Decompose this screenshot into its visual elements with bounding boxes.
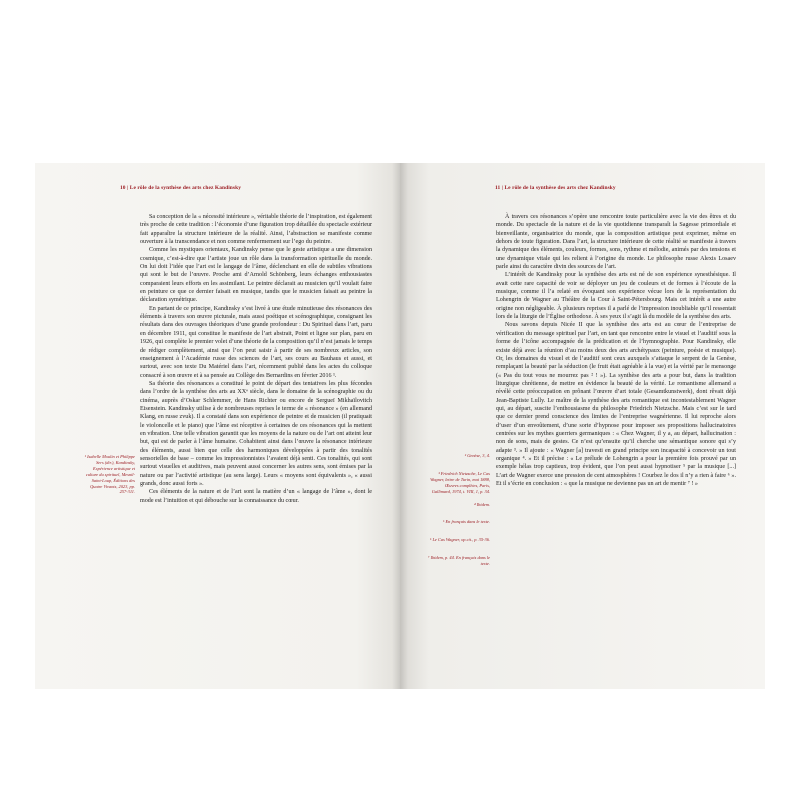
- right-running-head: 11 | Le rôle de la synthèse des arts chez Kandinsky: [495, 185, 616, 191]
- paragraph: L’intérêt de Kandinsky pour la synthèse des arts est né de son expérience synesthésique. Il avait cette rare capacité de voir se déployer un jeu de couleurs et de formes à l’écoute de la musique, comme il l’a relaté en évoquant son expérience vécue lors de la représentation du Lohengrin de Wagner au Théâtre de la Cour à Saint-Pétersbourg. Mais cet intérêt a une autre origine non négligeable. À plusieurs reprises il a parlé de l’impression inoubliable qu’il ressentait lors de la liturgie de l’Église orthodoxe. À ses yeux il s’agit là du modèle de la synthèse des arts.: [496, 272, 736, 321]
- book-gutter: [392, 163, 408, 689]
- right-margin-notes: [428, 453, 490, 574]
- paragraph: Nous savons depuis Nicée II que la synthèse des arts est au cœur de l’entreprise de vérification du message spirituel par l’art, en tant que rencontre entre le visuel et l’auditif sous la forme de l’icône accompagnée de la prédication et de l’hymnographie. Pour Kandinsky, elle existe déjà avec la réunion d’au moins deux des arts archétypaux (peinture, poésie et musique). Or, les domaines du visuel et de l’auditif sont ceux auxquels s’attaque le serpent de la Genèse, remplaçant la beauté par la séduction (le fruit était agréable à la vue) et la vérité par le mensonge (« Pas du tout vous ne mourrez pas ² ! »). La synthèse des arts a pour but, dans la tradition liturgique chrétienne, de mettre en évidence la beauté de la vérité. Le romantisme allemand a révélé cette préoccupation en prônant l’œuvre d’art totale (Gesamtkunstwerk), dont rêvait déjà Jean-Baptiste Lully. Le maître de la synthèse des arts romantique est incontestablement Wagner qui, au départ, suscite l’enthousiasme du philosophe Friedrich Nietzsche. Mais c’est sur le tard que ce dernier prend conscience des limites de l’entreprise wagnérienne. Il lui reproche alors d’user d’un envoûtement, d’une sorte d’hypnose pour imposer ses propositions hallucinatoires centrées sur les mythes guerriers germaniques : « Chez Wagner, il y a, au départ, hallucination : non de sons, mais de gestes. Ce n’est qu’ensuite qu’il cherche une sémantique sonore qui s’y adapte ³. » Il ajoute : « Wagner [a] travesti en grand principe son incapacité à concevoir un tout organique ⁴. » Et il précise : « Le prélude de Lohengrin a pour la première fois prouvé par un exemple hélas trop captieux, trop évident, que l’on peut aussi hypnotiser ⁵ par la musique [...] L’art de Wagner exerce une pression de cent atmosphères ! Courbez le dos il n’y a rien à faire ⁶ ». Et il s’écrie en conclusion : « que la musique ne devienne pas un art de mentir ⁷ ! »: [496, 322, 736, 487]
- paragraph: Comme les mystiques orientaux, Kandinsky pense que le geste artistique a une dimension cosmique, c’est-à-dire que l’artiste joue un rôle dans la transformation spirituelle du monde. On lui doit l’idée que l’art est le langage de l’âme, déclenchant en elle de subtiles vibrations qui sont le but de l’œuvre. Proche ami d’Arnold Schönberg, leurs échanges enthousiastes comparaient leurs efforts en les assimilant. Le peintre déclarait au musicien qu’il voulait faire en peinture ce que ce dernier faisait en musique, tandis que le musicien faisait au peintre la déclaration symétrique.: [140, 247, 372, 304]
- margin-note: ⁷ Ibidem, p. 44. En français dans le texte.: [428, 555, 491, 567]
- margin-note: ¹ Isabelle Moulin et Philippe Sers (dir.), Kandinsky, Expérience artistique et culture du spirituel, Mesnil-Saint-Loup, Éditions des Quatre Vivants, 2023, pp. 257-311.: [84, 454, 135, 495]
- margin-note: ⁶ Le Cas Wagner, op.cit., p. 35-36.: [429, 537, 490, 543]
- right-page: [400, 163, 765, 689]
- right-body-text: [496, 213, 736, 488]
- margin-note: ⁴ Ibidem.: [474, 501, 490, 507]
- paragraph: À travers ces résonances s’opère une rencontre toute particulière avec la vie des êtres et du monde. Du spectacle de la nature et de la vie quotidienne transparaît la Sagesse primordiale et bienveillante, organisatrice du monde, que la composition artistique peut exprimer, même en dehors de toute figuration. Dans l’art, la structure intérieure de cette réalité se manifeste à travers la dynamique des éléments, couleurs, formes, sons, rythme et mélodie, animés par des tensions et une dynamique vitale qui les relient à l’origine du monde. Le philosophe russe Alexis Losaev parle ainsi du caractère divin des sources de l’art.: [496, 214, 736, 271]
- margin-note: ² Genèse, 3, 4.: [464, 453, 490, 458]
- margin-note: ⁵ En français dans le texte.: [442, 519, 490, 525]
- paragraph: En partant de ce principe, Kandinsky s’est livré à une étude minutieuse des résonances des éléments à travers son œuvre picturale, mais aussi poétique et scénographique, consignant les résultats dans des ouvrages théoriques d’une grande profondeur : Du Spirituel dans l’art, paru en décembre 1911, qui constitue le manifeste de l’art abstrait, Point et ligne sur plan, paru en 1926, qui complète le premier volet d’une théorie de la composition qu’il n’est jamais le temps de rédiger complètement, ainsi que l’on peut saisir à partir de ses nombreux articles, son enseignement à l’Académie russe des sciences de l’art, ses cours au Bauhaus et aussi, et surtout, avec son texte Du Matériel dans l’art, récemment publié dans les actes du colloque consacré à son œuvre et à sa pensée au Collège des Bernardins en février 2016 ¹.: [140, 305, 372, 379]
- left-body-text: [140, 213, 372, 505]
- left-running-head: 10 | Le rôle de la synthèse des arts chez Kandinsky: [120, 185, 241, 191]
- left-page: [35, 163, 400, 689]
- left-margin-notes: [83, 454, 135, 502]
- paragraph: Sa théorie des résonances a constitué le point de départ des tentatives les plus fécondes dans l’ordre de la synthèse des arts au XXᵉ siècle, dans le domaine de la scénographie ou du cinéma, auprès d’Oskar Schlemmer, de Hans Richter ou encore de Sergueï Mikhaïlovitch Eisenstein. Kandinsky utilise à de nombreuses reprises le terme de « résonance » (en allemand Klang, en russe zvuk). Il a constaté dans son expérience de peintre et de musicien (il pratiquait le violoncelle et le piano) que l’âme est réceptive à certaines de ces résonances qui la mettent en vibration. Une telle vibration garantit que les moyens de la nature ou de l’art ont atteint leur but, qui est de parler à l’âme humaine. Cohabitent ainsi dans l’œuvre la résonance intérieure des éléments, aussi bien que celle des harmoniques développées à partir des tonalités sensorielles de base – comme les impressionnistes l’avaient déjà senti. Ces tonalités, qui sont surtout visuelles et auditives, mais peuvent aussi concerner les autres sens, sont émises par la nature ou par l’activité artistique (au sens large). Leurs « moyens sont équivalents », « aussi grands, donc aussi forts ».: [140, 380, 372, 487]
- margin-note: ³ Friedrich Nietzsche, Le Cas Wagner, lettre de Turin, mai 1888, Œuvres complètes, Paris, Gallimard, 1974, t. VIII, 1, p. 34.: [430, 470, 490, 494]
- paragraph: Sa conception de la « nécessité intérieure », véritable théorie de l’inspiration, est également très proche de cette tradition : l’économie d’une figuration trop détaillée du spectacle extérieur fait apparaître la structure intérieure de la réalité. Ainsi, l’abstraction se manifeste comme ouverture à la transcendance et non comme renfermement sur l’ego du peintre.: [140, 214, 372, 246]
- paragraph: Ces éléments de la nature et de l’art sont la matière d’un « langage de l’âme », dont le mode est l’intuition et qui débouche sur la connaissance du cœur.: [140, 489, 372, 504]
